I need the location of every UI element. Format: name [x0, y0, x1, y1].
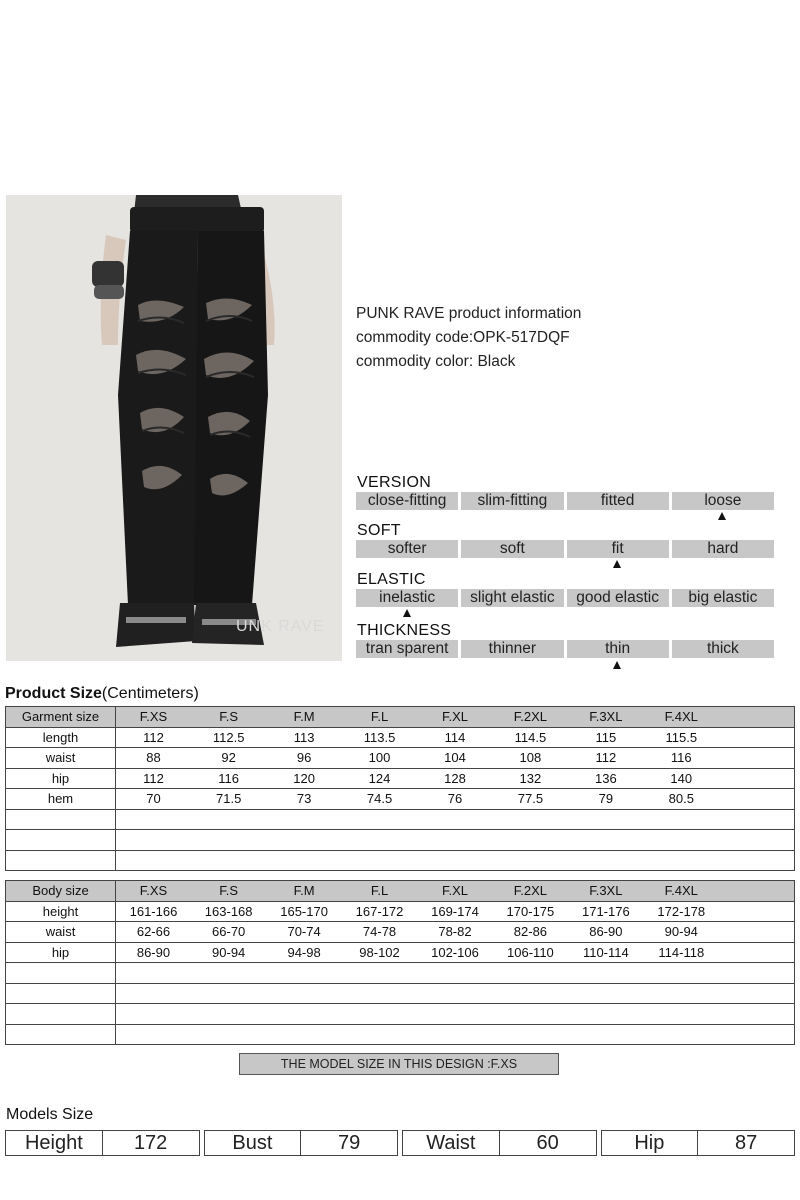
body_size-header-cell: F.4XL	[644, 881, 719, 902]
model-bust-value: 79	[301, 1130, 398, 1156]
body_size-cell: 161-166	[116, 901, 191, 922]
model-bust	[204, 1130, 399, 1156]
product_size-row	[6, 789, 795, 810]
product_size-cell: 112	[568, 748, 643, 769]
body_size-header-cell: F.M	[266, 881, 341, 902]
model-height-value: 172	[103, 1130, 200, 1156]
body_size-row-label: hip	[6, 942, 116, 963]
attr-soft-scale	[356, 540, 774, 558]
body_size-header-cell: F.3XL	[568, 881, 643, 902]
body_size-cell: 114-118	[644, 942, 719, 963]
attr-option: close-fitting	[356, 492, 458, 510]
body_size-header-cell: F.XS	[116, 881, 191, 902]
body_size-header-cell: F.S	[191, 881, 266, 902]
attr-soft-marker	[613, 560, 621, 568]
product_size-cell: 132	[493, 768, 568, 789]
models-size-row	[5, 1130, 795, 1156]
product_size-row-label	[6, 830, 116, 851]
body_size-row-label	[6, 1024, 116, 1045]
body_size-filler-cell	[719, 881, 795, 902]
product_size-cell: 79	[568, 789, 643, 810]
body_size-cell: 94-98	[266, 942, 341, 963]
product_size-cell: 136	[568, 768, 643, 789]
product_size-cell: 116	[644, 748, 719, 769]
commodity-code-label: commodity code:	[356, 329, 474, 346]
product-size-title	[5, 685, 199, 703]
attr-option: fitted	[567, 492, 669, 510]
attr-option: thin	[567, 640, 669, 658]
product-photo	[6, 195, 342, 661]
attr-version-marker	[718, 512, 726, 520]
product_size-cell: 112	[116, 768, 191, 789]
attr-version-title: VERSION	[357, 474, 432, 491]
product_size-cell: 124	[342, 768, 417, 789]
product_size-header-cell: F.XL	[417, 707, 492, 728]
product_size-cell: 100	[342, 748, 417, 769]
product_size-header-row	[6, 707, 795, 728]
product_size-header-cell: F.S	[191, 707, 266, 728]
model-hip	[601, 1130, 796, 1156]
body_size-cell: 82-86	[493, 922, 568, 943]
body_size-cell: 70-74	[266, 922, 341, 943]
product_size-cell: 77.5	[493, 789, 568, 810]
product_size-filler-cell	[719, 707, 795, 728]
commodity-color	[356, 353, 515, 371]
attr-elastic-scale	[356, 589, 774, 607]
product_size-row	[6, 830, 795, 851]
body_size-header-cell: F.2XL	[493, 881, 568, 902]
product_size-row	[6, 768, 795, 789]
body-size-table	[5, 880, 795, 1045]
product_size-cell: 80.5	[644, 789, 719, 810]
product_size-row	[6, 727, 795, 748]
body_size-empty-cell	[116, 1004, 795, 1025]
product_size-header-cell: F.4XL	[644, 707, 719, 728]
body_size-cell: 86-90	[568, 922, 643, 943]
product_size-cell: 113.5	[342, 727, 417, 748]
attr-option: big elastic	[672, 589, 774, 607]
model-waist-value: 60	[500, 1130, 597, 1156]
body_size-cell: 86-90	[116, 942, 191, 963]
brand-info-line: PUNK RAVE product information	[356, 305, 582, 322]
product_size-empty-cell	[116, 850, 795, 871]
product_size-cell: 115.5	[644, 727, 719, 748]
product_size-cell: 120	[266, 768, 341, 789]
attr-option: inelastic	[356, 589, 458, 607]
attr-option: slim-fitting	[461, 492, 563, 510]
body_size-row-label	[6, 983, 116, 1004]
product_size-row-label: hip	[6, 768, 116, 789]
product_size-header-label: Garment size	[6, 707, 116, 728]
body_size-empty-cell	[116, 983, 795, 1004]
model-size-banner: THE MODEL SIZE IN THIS DESIGN :F.XS	[239, 1053, 559, 1075]
product_size-cell: 71.5	[191, 789, 266, 810]
pants-illustration	[6, 195, 342, 661]
attr-option: soft	[461, 540, 563, 558]
body_size-header-cell: F.XL	[417, 881, 492, 902]
body_size-filler-cell	[719, 901, 795, 922]
product-size-unit: (Centimeters)	[101, 685, 199, 702]
product-size-heading: Product Size	[5, 685, 102, 702]
body_size-cell: 169-174	[417, 901, 492, 922]
product_size-cell: 76	[417, 789, 492, 810]
body_size-header-row	[6, 881, 795, 902]
body_size-empty-cell	[116, 1024, 795, 1045]
attr-option: fit	[567, 540, 669, 558]
product_size-row	[6, 850, 795, 871]
body_size-header-cell: F.L	[342, 881, 417, 902]
model-waist	[402, 1130, 597, 1156]
attr-option: softer	[356, 540, 458, 558]
product_size-filler-cell	[719, 768, 795, 789]
model-waist-label: Waist	[402, 1130, 500, 1156]
product_size-cell: 96	[266, 748, 341, 769]
body_size-cell: 66-70	[191, 922, 266, 943]
product_size-cell: 140	[644, 768, 719, 789]
body_size-row-label: height	[6, 901, 116, 922]
body_size-header-label: Body size	[6, 881, 116, 902]
attr-option: hard	[672, 540, 774, 558]
product_size-cell: 74.5	[342, 789, 417, 810]
product_size-cell: 128	[417, 768, 492, 789]
model-hip-label: Hip	[601, 1130, 699, 1156]
body_size-empty-cell	[116, 963, 795, 984]
attr-elastic-title: ELASTIC	[357, 571, 426, 588]
body_size-filler-cell	[719, 942, 795, 963]
body_size-row-label	[6, 963, 116, 984]
commodity-color-value: Black	[477, 353, 516, 370]
body_size-cell: 170-175	[493, 901, 568, 922]
brand-watermark: UNK RAVE	[236, 618, 325, 635]
attr-soft-title: SOFT	[357, 522, 401, 539]
model-hip-value: 87	[698, 1130, 795, 1156]
product_size-cell: 108	[493, 748, 568, 769]
product_size-header-cell: F.XS	[116, 707, 191, 728]
product_size-row-label: hem	[6, 789, 116, 810]
attr-thickness-title: THICKNESS	[357, 622, 452, 639]
body_size-cell: 62-66	[116, 922, 191, 943]
body_size-cell: 78-82	[417, 922, 492, 943]
product_size-empty-cell	[116, 830, 795, 851]
body_size-row	[6, 983, 795, 1004]
garment-size-table	[5, 706, 795, 871]
product_size-cell: 112	[116, 727, 191, 748]
body_size-cell: 172-178	[644, 901, 719, 922]
body_size-filler-cell	[719, 922, 795, 943]
product_size-cell: 116	[191, 768, 266, 789]
body_size-cell: 102-106	[417, 942, 492, 963]
body_size-row	[6, 1024, 795, 1045]
attr-option: good elastic	[567, 589, 669, 607]
body_size-cell: 171-176	[568, 901, 643, 922]
product_size-row-label	[6, 809, 116, 830]
product_size-cell: 114.5	[493, 727, 568, 748]
attr-option: tran sparent	[356, 640, 458, 658]
attr-version-scale	[356, 492, 774, 510]
body_size-row-label	[6, 1004, 116, 1025]
body_size-cell: 163-168	[191, 901, 266, 922]
attr-option: thinner	[461, 640, 563, 658]
body_size-cell: 106-110	[493, 942, 568, 963]
body_size-cell: 167-172	[342, 901, 417, 922]
product_size-cell: 115	[568, 727, 643, 748]
product_size-filler-cell	[719, 727, 795, 748]
model-bust-label: Bust	[204, 1130, 302, 1156]
body_size-row	[6, 963, 795, 984]
commodity-color-label: commodity color:	[356, 353, 474, 370]
product_size-row-label: length	[6, 727, 116, 748]
body_size-cell: 74-78	[342, 922, 417, 943]
models-size-title: Models Size	[6, 1106, 94, 1123]
body_size-row	[6, 1004, 795, 1025]
product_size-header-cell: F.L	[342, 707, 417, 728]
body_size-row-label: waist	[6, 922, 116, 943]
body_size-cell: 110-114	[568, 942, 643, 963]
product_size-header-cell: F.2XL	[493, 707, 568, 728]
product_size-filler-cell	[719, 748, 795, 769]
body_size-cell: 98-102	[342, 942, 417, 963]
product_size-row-label	[6, 850, 116, 871]
attr-thickness-scale	[356, 640, 774, 658]
body_size-cell: 165-170	[266, 901, 341, 922]
attr-elastic-marker	[403, 609, 411, 617]
product_size-row	[6, 809, 795, 830]
product_size-empty-cell	[116, 809, 795, 830]
product_size-cell: 70	[116, 789, 191, 810]
attr-option: thick	[672, 640, 774, 658]
product_size-filler-cell	[719, 789, 795, 810]
product_size-cell: 104	[417, 748, 492, 769]
product_size-cell: 73	[266, 789, 341, 810]
product_size-header-cell: F.3XL	[568, 707, 643, 728]
product_size-cell: 114	[417, 727, 492, 748]
body_size-row	[6, 922, 795, 943]
body_size-cell: 90-94	[644, 922, 719, 943]
attr-thickness-marker	[613, 661, 621, 669]
body_size-row	[6, 942, 795, 963]
product_size-row	[6, 748, 795, 769]
commodity-code	[356, 329, 570, 347]
body_size-row	[6, 901, 795, 922]
attr-option: slight elastic	[461, 589, 563, 607]
body_size-cell: 90-94	[191, 942, 266, 963]
commodity-code-value: OPK-517DQF	[473, 329, 570, 346]
product_size-cell: 113	[266, 727, 341, 748]
model-height-label: Height	[5, 1130, 103, 1156]
attr-option: loose	[672, 492, 774, 510]
product_size-row-label: waist	[6, 748, 116, 769]
model-height	[5, 1130, 200, 1156]
product_size-cell: 92	[191, 748, 266, 769]
product_size-header-cell: F.M	[266, 707, 341, 728]
product_size-cell: 88	[116, 748, 191, 769]
product_size-cell: 112.5	[191, 727, 266, 748]
